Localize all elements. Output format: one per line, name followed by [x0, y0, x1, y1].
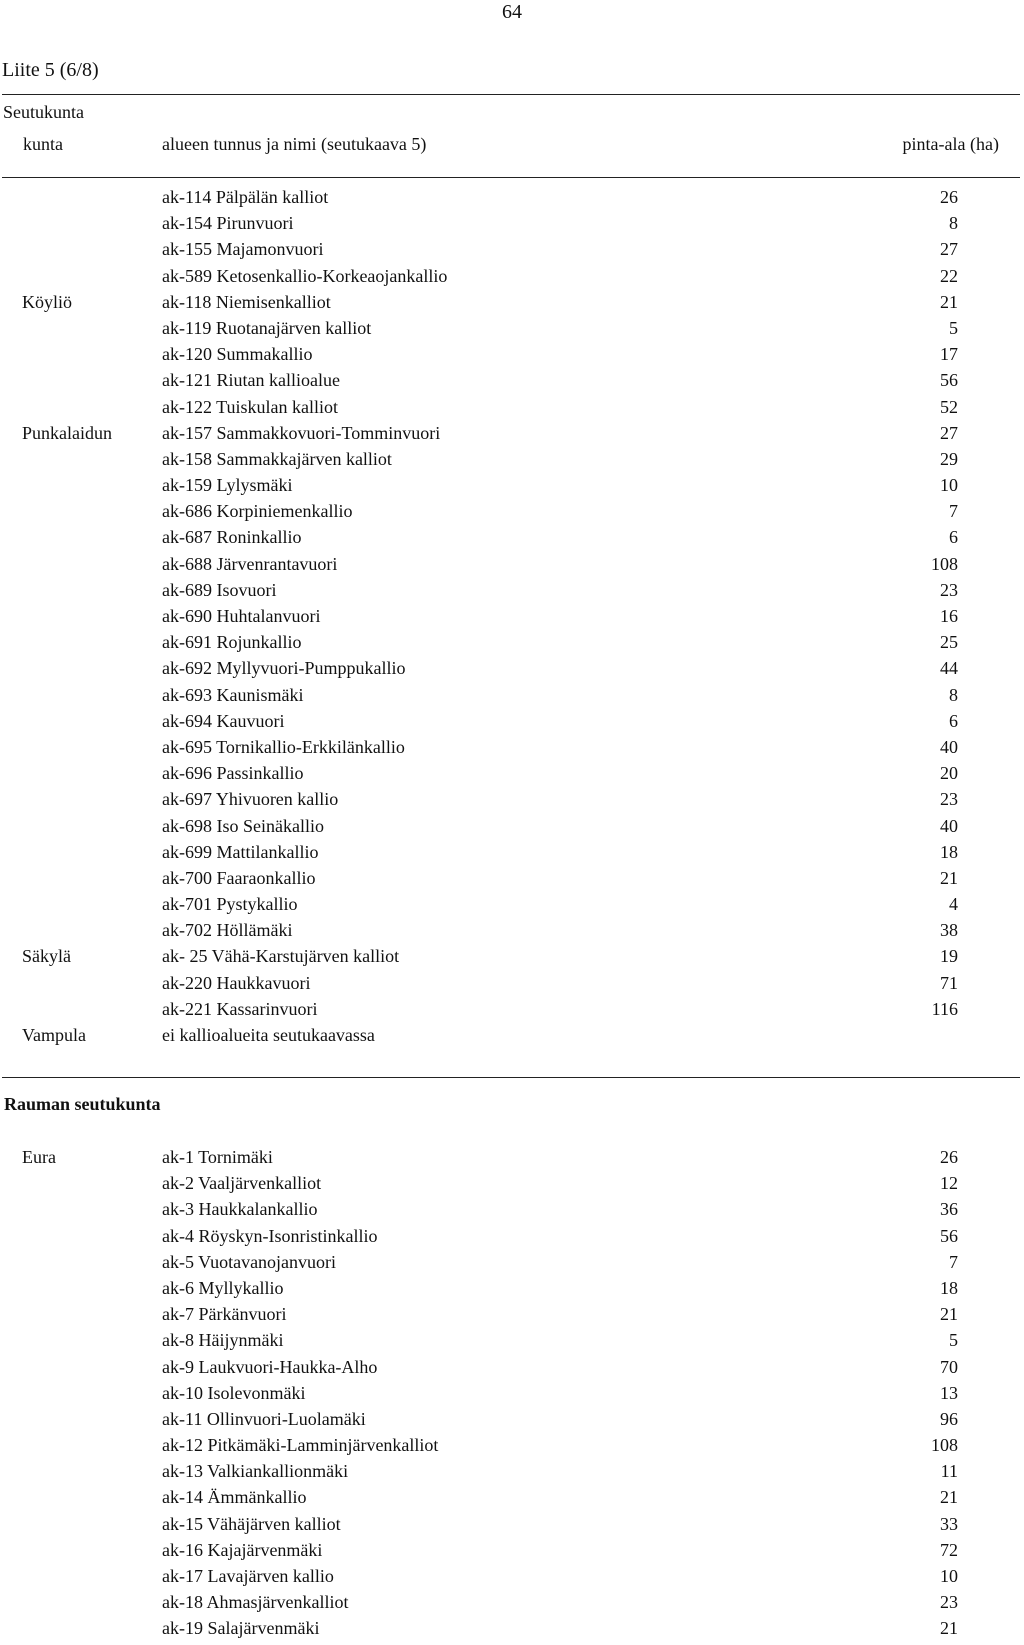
area-size-cell: 26: [940, 1147, 958, 1167]
area-name-cell: ak-10 Isolevonmäki: [162, 1382, 306, 1403]
table-row: [0, 1252, 1024, 1278]
appendix-label: Liite 5 (6/8): [2, 59, 99, 81]
area-name-cell: ak- 25 Vähä-Karstujärven kalliot: [162, 946, 400, 967]
area-name-cell: ak-687 Roninkallio: [162, 527, 302, 548]
table-row: [0, 1226, 1024, 1252]
area-name-cell: ak-220 Haukkavuori: [162, 972, 311, 993]
table-row: [0, 973, 1024, 999]
area-size-cell: 44: [940, 658, 958, 679]
area-name-cell: ak-12 Pitkämäki-Lamminjärvenkalliot: [162, 1435, 439, 1456]
table-row: [0, 501, 1024, 527]
area-size-cell: 52: [940, 396, 958, 417]
table-row: [0, 1173, 1024, 1199]
area-name-cell: ak-2 Vaaljärvenkalliot: [162, 1173, 322, 1194]
table-row: [0, 658, 1024, 684]
table-row: [0, 187, 1024, 213]
area-size-cell: 5: [949, 317, 958, 338]
table-row: [0, 292, 1024, 318]
table-row: [0, 266, 1024, 292]
table-row: [0, 920, 1024, 946]
table-row: [0, 685, 1024, 711]
area-size-cell: 6: [949, 527, 958, 548]
area-size-cell: 4: [949, 894, 958, 915]
area-name-cell: ak-690 Huhtalanvuori: [162, 606, 321, 626]
area-size-cell: 7: [949, 501, 958, 522]
area-name-cell: ak-691 Rojunkallio: [162, 632, 302, 653]
area-size-cell: 26: [940, 187, 958, 207]
area-name-cell: ak-695 Tornikallio-Erkkilänkallio: [162, 736, 405, 757]
area-name-cell: ak-11 Ollinvuori-Luolamäki: [162, 1408, 366, 1429]
municipality-cell: Eura: [22, 1147, 56, 1167]
header-top-rule: [2, 94, 1020, 95]
area-size-cell: 19: [940, 946, 958, 967]
area-size-cell: 16: [940, 606, 958, 626]
area-name-cell: ak-3 Haukkalankallio: [162, 1199, 318, 1220]
area-name-cell: ak-688 Järvenrantavuori: [162, 553, 338, 574]
area-name-cell: ak-698 Iso Seinäkallio: [162, 815, 324, 836]
area-name-cell: ak-6 Myllykallio: [162, 1277, 284, 1298]
area-size-cell: 38: [940, 920, 958, 941]
area-name-cell: ak-159 Lylysmäki: [162, 475, 293, 496]
table-row: [0, 554, 1024, 580]
table-row: [0, 318, 1024, 344]
area-name-cell: ak-694 Kauvuori: [162, 710, 285, 731]
table-row: [0, 606, 1024, 632]
section-title-rauma: Rauman seutukunta: [4, 1094, 161, 1114]
area-name-cell: ak-686 Korpiniemenkallio: [162, 501, 353, 522]
area-size-cell: 40: [940, 815, 958, 836]
table-row: [0, 475, 1024, 501]
table-row: [0, 580, 1024, 606]
area-size-cell: 33: [940, 1513, 958, 1534]
area-size-cell: 23: [940, 579, 958, 600]
table-row: [0, 632, 1024, 658]
area-size-cell: 25: [940, 632, 958, 653]
area-size-cell: 72: [940, 1539, 958, 1560]
table-row: [0, 737, 1024, 763]
table-row: [0, 213, 1024, 239]
area-size-cell: 5: [949, 1330, 958, 1351]
area-name-cell: ak-689 Isovuori: [162, 579, 277, 600]
area-name-cell: ei kallioalueita seutukaavassa: [162, 1025, 375, 1045]
area-size-cell: 21: [940, 291, 958, 312]
table-row: [0, 894, 1024, 920]
table-row: [0, 1409, 1024, 1435]
table-row: [0, 789, 1024, 815]
area-size-cell: 71: [940, 972, 958, 993]
area-name-cell: ak-16 Kajajärvenmäki: [162, 1539, 323, 1560]
section2-table: [0, 1147, 1024, 1645]
area-size-cell: 21: [940, 1487, 958, 1508]
area-name-cell: ak-120 Summakallio: [162, 344, 313, 365]
table-row: [0, 239, 1024, 265]
table-row: [0, 763, 1024, 789]
column-header-area: alueen tunnus ja nimi (seutukaava 5): [162, 134, 427, 154]
area-size-cell: 40: [940, 736, 958, 757]
area-size-cell: 18: [940, 841, 958, 862]
area-name-cell: ak-13 Valkiankallionmäki: [162, 1461, 349, 1482]
area-name-cell: ak-158 Sammakkajärven kalliot: [162, 448, 392, 469]
municipality-cell: Punkalaidun: [22, 422, 112, 443]
municipality-cell: Säkylä: [22, 946, 71, 967]
table-row: [0, 711, 1024, 737]
area-size-cell: 18: [940, 1277, 958, 1298]
area-name-cell: ak-114 Pälpälän kalliot: [162, 187, 329, 207]
table-row: [0, 999, 1024, 1025]
table-row: [0, 1540, 1024, 1566]
area-name-cell: ak-702 Höllämäki: [162, 920, 293, 941]
area-size-cell: 12: [940, 1173, 958, 1194]
area-size-cell: 56: [940, 370, 958, 391]
section-divider-rule: [2, 1077, 1020, 1078]
area-name-cell: ak-696 Passinkallio: [162, 763, 304, 784]
column-header-subregion: Seutukunta: [3, 102, 84, 122]
area-size-cell: 6: [949, 710, 958, 731]
area-name-cell: ak-221 Kassarinvuori: [162, 998, 318, 1019]
area-name-cell: ak-15 Vähäjärven kalliot: [162, 1513, 341, 1534]
area-name-cell: ak-7 Pärkänvuori: [162, 1304, 287, 1325]
area-name-cell: ak-700 Faaraonkallio: [162, 867, 316, 888]
area-name-cell: ak-692 Myllyvuori-Pumppukallio: [162, 658, 406, 679]
municipality-cell: Vampula: [22, 1025, 86, 1045]
area-name-cell: ak-589 Ketosenkallio-Korkeaojankallio: [162, 265, 448, 286]
area-size-cell: 11: [940, 1461, 958, 1482]
area-name-cell: ak-701 Pystykallio: [162, 894, 298, 915]
area-size-cell: 70: [940, 1356, 958, 1377]
area-size-cell: 108: [931, 1435, 958, 1456]
table-row: [0, 1592, 1024, 1618]
table-row: [0, 370, 1024, 396]
table-row: [0, 1199, 1024, 1225]
area-size-cell: 29: [940, 448, 958, 469]
area-name-cell: ak-4 Röyskyn-Isonristinkallio: [162, 1225, 378, 1246]
area-size-cell: 20: [940, 763, 958, 784]
area-size-cell: 96: [940, 1408, 958, 1429]
area-name-cell: ak-1 Tornimäki: [162, 1147, 273, 1167]
area-name-cell: ak-9 Laukvuori-Haukka-Alho: [162, 1356, 378, 1377]
area-name-cell: ak-17 Lavajärven kallio: [162, 1566, 334, 1586]
area-size-cell: 13: [940, 1382, 958, 1403]
area-name-cell: ak-155 Majamonvuori: [162, 239, 324, 260]
area-name-cell: ak-699 Mattilankallio: [162, 841, 319, 862]
table-row: [0, 1330, 1024, 1356]
area-size-cell: 21: [940, 1618, 958, 1639]
area-size-cell: 7: [949, 1251, 958, 1272]
table-row: [0, 1025, 1024, 1051]
table-row: [0, 344, 1024, 370]
area-name-cell: ak-693 Kaunismäki: [162, 684, 304, 705]
table-row: [0, 1566, 1024, 1592]
area-size-cell: 27: [940, 422, 958, 443]
area-name-cell: ak-157 Sammakkovuori-Tomminvuori: [162, 422, 441, 443]
area-name-cell: ak-118 Niemisenkalliot: [162, 291, 331, 312]
table-row: [0, 946, 1024, 972]
area-size-cell: 108: [931, 553, 958, 574]
area-name-cell: ak-18 Ahmasjärvenkalliot: [162, 1592, 349, 1613]
header-bottom-rule: [2, 177, 1020, 178]
municipality-cell: Köyliö: [22, 291, 73, 312]
area-size-cell: 56: [940, 1225, 958, 1246]
area-size-cell: 23: [940, 1592, 958, 1613]
table-row: [0, 1278, 1024, 1304]
area-size-cell: 22: [940, 265, 958, 286]
table-row: [0, 1487, 1024, 1513]
area-size-cell: 116: [931, 998, 958, 1019]
table-row: [0, 842, 1024, 868]
area-name-cell: ak-154 Pirunvuori: [162, 213, 294, 234]
section1-table: [0, 187, 1024, 1051]
column-header-size: pinta-ala (ha): [902, 134, 999, 154]
table-row: [0, 1304, 1024, 1330]
table-row: [0, 1461, 1024, 1487]
table-row: [0, 868, 1024, 894]
area-size-cell: 21: [940, 867, 958, 888]
table-row: [0, 449, 1024, 475]
area-size-cell: 23: [940, 789, 958, 810]
table-row: [0, 1147, 1024, 1173]
area-size-cell: 27: [940, 239, 958, 260]
area-name-cell: ak-697 Yhivuoren kallio: [162, 789, 339, 810]
table-row: [0, 816, 1024, 842]
table-row: [0, 1383, 1024, 1409]
area-size-cell: 8: [949, 213, 958, 234]
area-size-cell: 8: [949, 684, 958, 705]
column-header-kunta: kunta: [23, 134, 63, 154]
area-size-cell: 36: [940, 1199, 958, 1220]
area-name-cell: ak-8 Häijynmäki: [162, 1330, 284, 1351]
table-row: [0, 1435, 1024, 1461]
table-row: [0, 423, 1024, 449]
area-name-cell: ak-122 Tuiskulan kalliot: [162, 396, 339, 417]
area-name-cell: ak-19 Salajärvenmäki: [162, 1618, 320, 1639]
area-name-cell: ak-14 Ämmänkallio: [162, 1487, 307, 1508]
area-size-cell: 21: [940, 1304, 958, 1325]
table-row: [0, 397, 1024, 423]
table-row: [0, 1357, 1024, 1383]
table-row: [0, 1514, 1024, 1540]
area-name-cell: ak-5 Vuotavanojanvuori: [162, 1251, 337, 1272]
page-number: 64: [502, 1, 522, 23]
table-row: [0, 527, 1024, 553]
area-size-cell: 10: [940, 475, 958, 496]
area-name-cell: ak-121 Riutan kallioalue: [162, 370, 340, 391]
area-size-cell: 10: [940, 1566, 958, 1586]
area-name-cell: ak-119 Ruotanajärven kalliot: [162, 317, 372, 338]
area-size-cell: 17: [940, 344, 958, 365]
